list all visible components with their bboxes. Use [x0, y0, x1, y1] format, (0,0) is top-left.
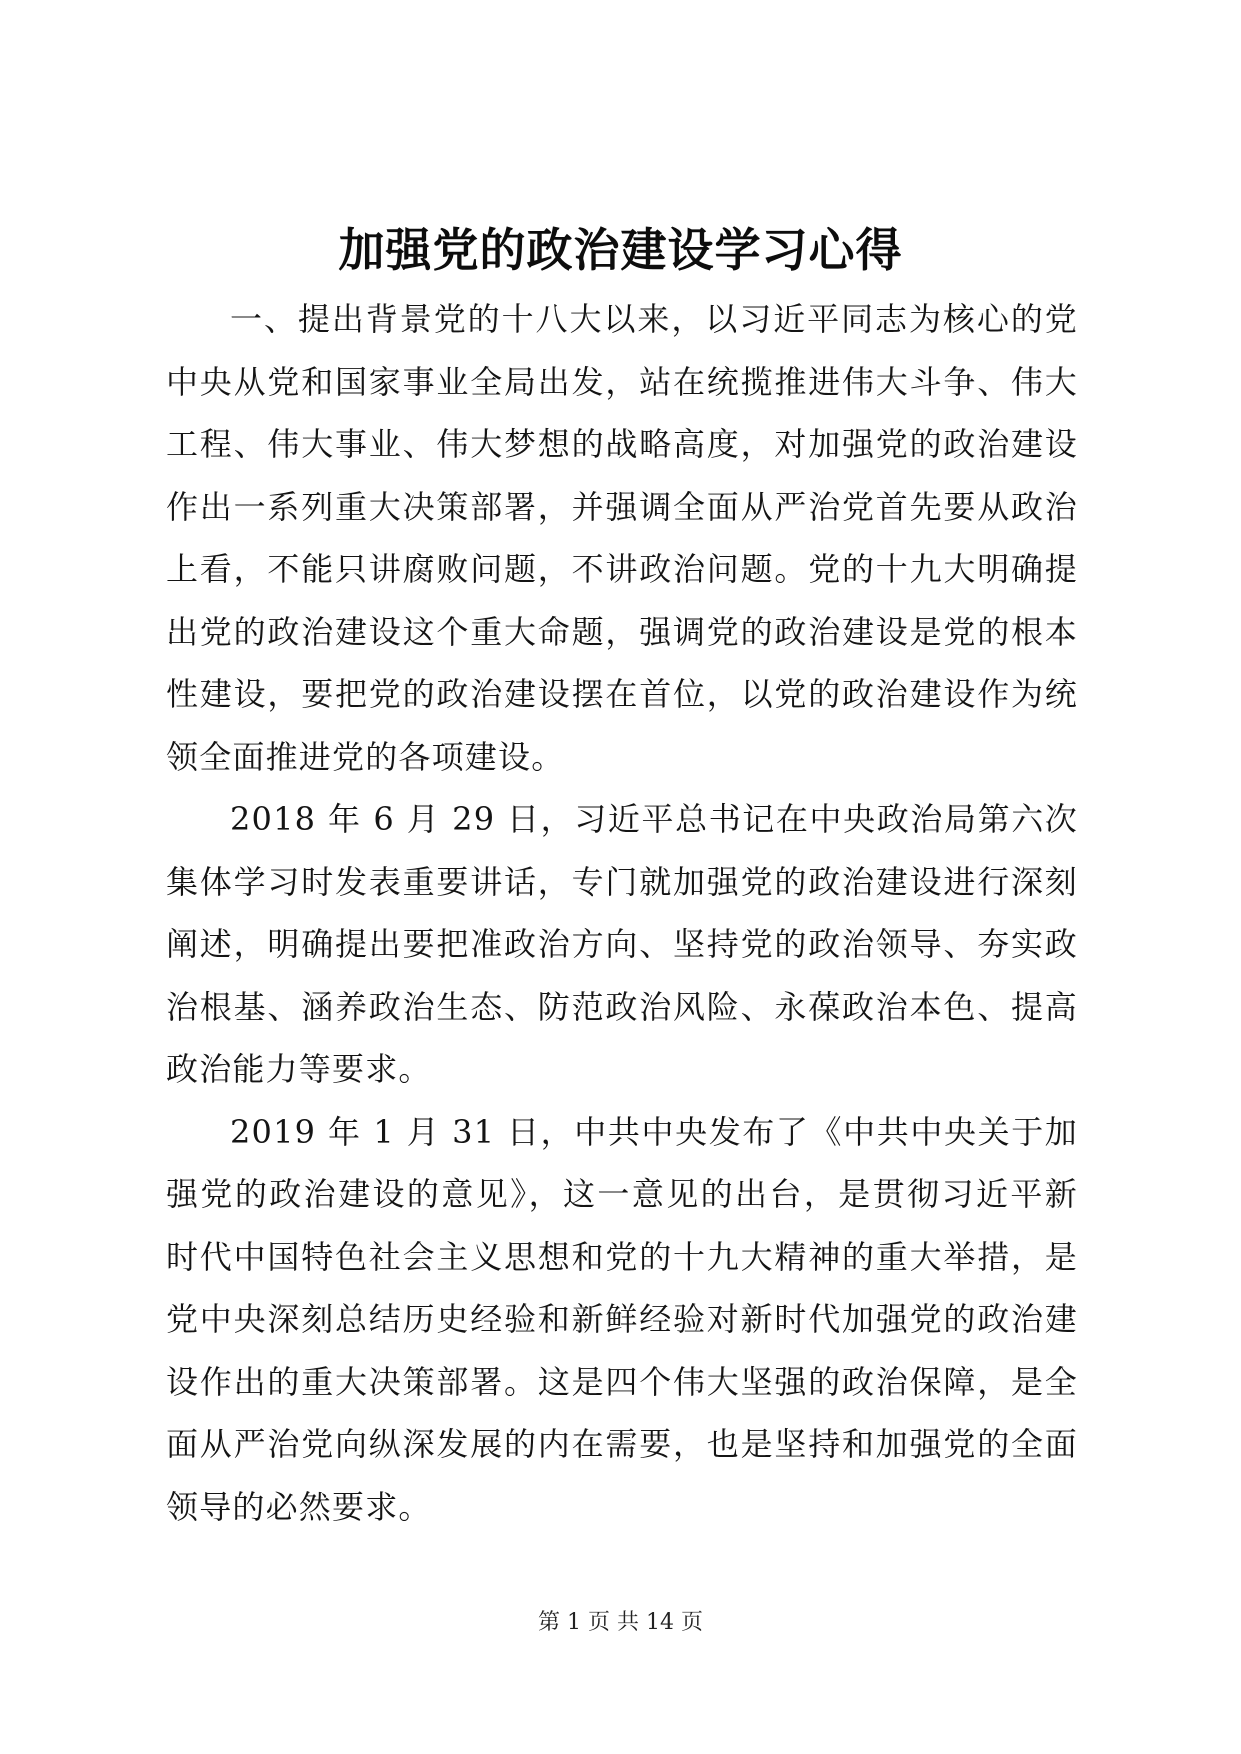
- page-number-footer: 第 1 页 共 14 页: [538, 1610, 703, 1635]
- paragraph-2019-opinion: 2019 年 1 月 31 日，中共中央发布了《中共中央关于加强党的政治建设的意见》，这一意见的出台，是贯彻习近平新时代中国特色社会主义思想和党的十九大精神的重大举措，是党中央深刻总结历史经验和新鲜经验对新时代加强党的政治建设作出的重大决策部署。这是四个伟大坚强的政治保障，是全面从严治党向纵深发展的内在需要，也是坚持和加强党的全面领导的必然要求。: [166, 1112, 1078, 1526]
- document-body: [166, 288, 1078, 1538]
- paragraph-background: 一、提出背景党的十八大以来，以习近平同志为核心的党中央从党和国家事业全局出发，站在统揽推进伟大斗争、伟大工程、伟大事业、伟大梦想的战略高度，对加强党的政治建设作出一系列重大决策部署，并强调全面从严治党首先要从政治上看，不能只讲腐败问题，不讲政治问题。党的十九大明确提出党的政治建设这个重大命题，强调党的政治建设是党的根本性建设，要把党的政治建设摆在首位，以党的政治建设作为统领全面推进党的各项建设。: [166, 300, 1078, 776]
- paragraph-2018-speech: 2018 年 6 月 29 日，习近平总书记在中央政治局第六次集体学习时发表重要讲话，专门就加强党的政治建设进行深刻阐述，明确提出要把准政治方向、坚持党的政治领导、夯实政治根基、涵养政治生态、防范政治风险、永葆政治本色、提高政治能力等要求。: [166, 800, 1078, 1088]
- document-title: 加强党的政治建设学习心得: [338, 223, 903, 277]
